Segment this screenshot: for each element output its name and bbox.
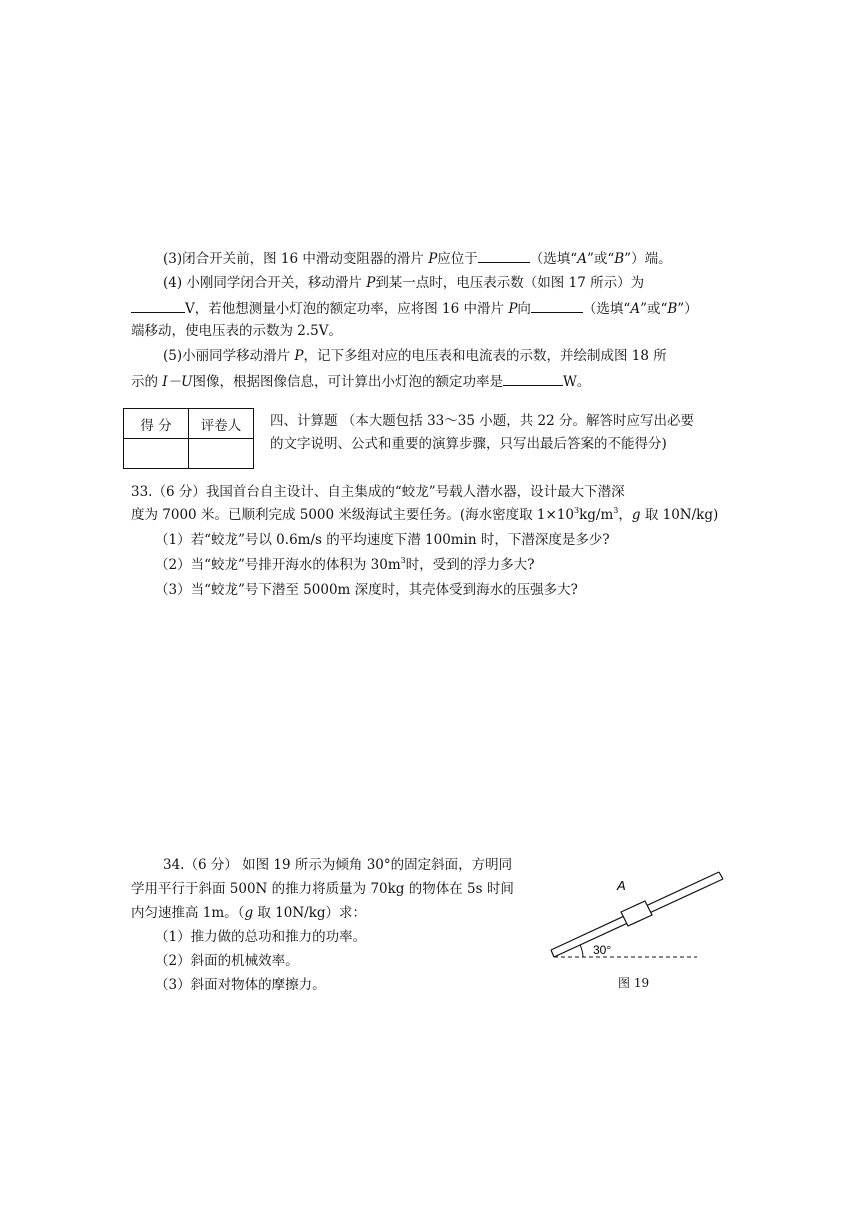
q5-line2: 示的 I－U图像，根据图像信息，可计算出小灯泡的额定功率是 W。 xyxy=(131,370,590,392)
q5-line1: (5)小丽同学移动滑片 P，记下多组对应的电压表和电流表的示数，并绘制成图 18 所 xyxy=(163,348,667,364)
score-cell[interactable] xyxy=(124,439,189,469)
q34-line2: 学用平行于斜面 500N 的推力将质量为 70kg 的物体在 5s 时间 xyxy=(131,881,514,897)
q3-text: (3)闭合开关前，图 16 中滑动变阻器的滑片 P应位于 （选填“A”或“B”）端。 xyxy=(163,247,672,269)
q4-line2: V，若他想测量小灯泡的额定功率，应将图 16 中滑片 P向 （选填“A”或“B”） xyxy=(131,297,698,319)
q3-answer-blank[interactable] xyxy=(478,247,530,263)
q33-line2: 度为 7000 米。已顺利完成 5000 米级海试主要任务。(海水密度取 $1\times 10^3kg/m^3$，g 取 10N/kg) xyxy=(131,506,719,523)
angle-arc xyxy=(580,945,583,957)
q34-sub1: （1）推力做的总功和推力的功率。 xyxy=(155,929,367,945)
score-table xyxy=(123,408,254,469)
grader-label: 评卷人 xyxy=(189,409,254,439)
q4-direction-blank[interactable] xyxy=(531,297,583,313)
q34-line3: 内匀速推高 1m。（g 取 10N/kg）求： xyxy=(131,905,367,921)
q34-sub3: （3）斜面对物体的摩擦力。 xyxy=(155,977,326,993)
section4-heading-line1: 四、计算题 （本大题包括 33～35 小题，共 22 分。解答时应写出必要 xyxy=(270,413,694,429)
q33-sub2: （2）当“蛟龙”号排开海水的体积为 $30m^3$时，受到的浮力多大? xyxy=(155,556,535,573)
figure-19-caption: 图 19 xyxy=(618,976,650,990)
q4-line3: 端移动，使电压表的示数为 2.5V。 xyxy=(131,323,343,339)
q4-line1: (4) 小刚同学闭合开关，移动滑片 P到某一点时，电压表示数（如图 17 所示）为 xyxy=(163,275,645,291)
q4-voltage-blank[interactable] xyxy=(131,297,185,313)
block-a xyxy=(621,901,652,926)
angle-label: 30° xyxy=(593,943,612,957)
q33-line1: 33.（6 分）我国首台自主设计、自主集成的“蛟龙”号载人潜水器，设计最大下潜深 xyxy=(131,484,625,500)
incline-end-cap xyxy=(719,872,723,879)
q34-line1: 34.（6 分） 如图 19 所示为倾角 30°的固定斜面，方明同 xyxy=(163,857,513,873)
q34-sub2: （2）斜面的机械效率。 xyxy=(155,953,299,969)
incline-start-cap xyxy=(551,950,554,957)
figure-19-incline-diagram xyxy=(545,862,730,962)
block-a-label: A xyxy=(617,878,626,893)
score-label: 得 分 xyxy=(124,409,189,439)
q33-sub1: （1）若“蛟龙”号以 0.6m/s 的平均速度下潜 100min 时，下潜深度是多少? xyxy=(155,532,610,548)
section4-heading-line2: 的文字说明、公式和重要的演算步骤，只写出最后答案的不能得分) xyxy=(270,436,667,452)
q33-sub3: （3）当“蛟龙”号下潜至 5000m 深度时，其壳体受到海水的压强多大? xyxy=(155,582,578,598)
q5-power-blank[interactable] xyxy=(503,370,563,386)
grader-cell[interactable] xyxy=(189,439,254,469)
